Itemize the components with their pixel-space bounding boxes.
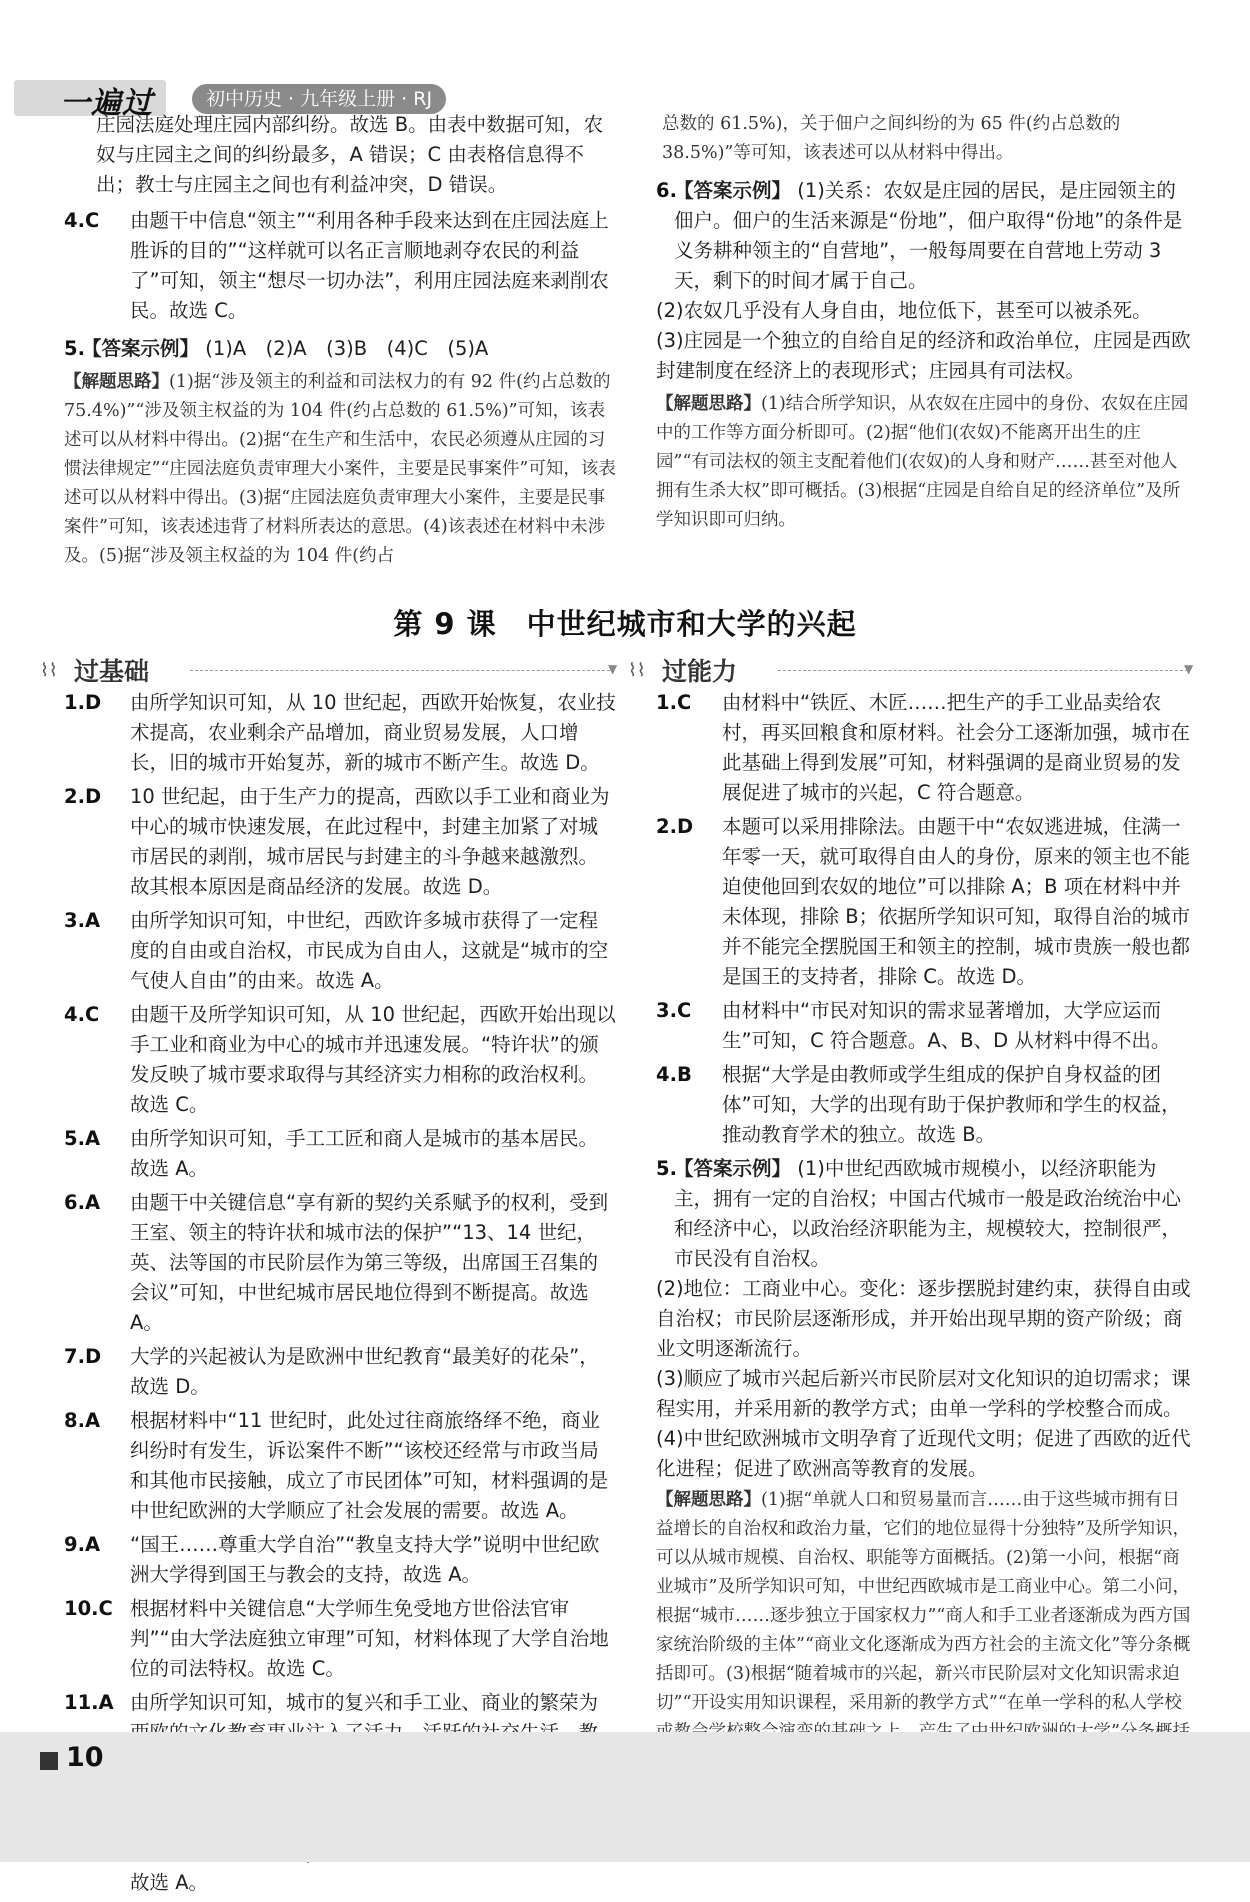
answer-number: 5. bbox=[64, 337, 85, 360]
answer-item bbox=[64, 334, 616, 364]
answer-paragraph: (3)顺应了城市兴起后新兴市民阶层对文化知识的迫切需求；课程实用，并采用新的教学方式；由单一学科的学校整合而成。 bbox=[656, 1367, 1191, 1420]
answer-number: 3.C bbox=[656, 999, 692, 1022]
answer-item bbox=[656, 996, 1192, 1056]
answer-item bbox=[64, 1124, 616, 1184]
top-left-column bbox=[64, 110, 616, 571]
answer-text: 本题可以采用排除法。由题干中“农奴逃进城，住满一年零一天，就可取得自由人的身份，原来的领主也不能迫使他回到农奴的地位”可以排除 A；B 项在材料中并未体现，排除 B；依据所学知识可知，取得自治的城市并不能完全摆脱国王和领主的控制，城市贵族一般也都是国王的支持者，排除 C。故选 D。 bbox=[722, 815, 1191, 988]
answer-number: 3.A bbox=[64, 909, 101, 932]
answer-item bbox=[64, 1342, 616, 1402]
answer-text: “国王……尊重大学自治”“教皇支持大学”说明中世纪欧洲大学得到国王与教会的支持，故选 A。 bbox=[130, 1533, 600, 1586]
answer-text: 由材料中“市民对知识的需求显著增加，大学应运而生”可知，C 符合题意。A、B、D 从材料中得不出。 bbox=[722, 999, 1171, 1052]
ability-items bbox=[656, 688, 1192, 1150]
answer-item bbox=[656, 1154, 1192, 1274]
answer-number: 6.A bbox=[64, 1191, 101, 1214]
answer-text: 由所学知识可知，手工工匠和商人是城市的基本居民。故选 A。 bbox=[130, 1127, 599, 1180]
answer-text: 由材料中“铁匠、木匠……把生产的手工业品卖给农村，再买回粮食和原材料。社会分工逐渐加强，城市在此基础上得到发展”可知，材料强调的是商业贸易的发展促进了城市的兴起，C 符合题意。 bbox=[722, 691, 1191, 804]
section-header-basic bbox=[40, 652, 620, 686]
answer-text: (1)关系：农奴是庄园的居民，是庄园领主的佃户。佃户的生活来源是“份地”，佃户取得“份地”的条件是义务耕种领主的“自营地”，一般每周要在自营地上劳动 3 天，剩下的时间才属于自己。 bbox=[674, 179, 1183, 292]
solution-text: (1)结合所学知识，从农奴在庄园中的身份、农奴在庄园中的工作等方面分析即可。(2)据“他们(农奴)不能离开出生的庄园”“有司法权的领主支配着他们(农奴)的人身和财产……甚至对他人拥有生杀大权”即可概括。(3)根据“庄园是自给自足的经济单位”及所学知识即可归纳。 bbox=[656, 394, 1189, 530]
answer-text: 由题干中关键信息“享有新的契约关系赋予的权利，受到王室、领主的特许状和城市法的保护”“13、14 世纪，英、法等国的市民阶层作为第三等级，出席国王召集的会议”可知，中世纪城市居民地位得到不断提高。故选 A。 bbox=[130, 1191, 609, 1334]
answer-paragraph: (3)庄园是一个独立的自给自足的经济和政治单位，庄园是西欧封建制度在经济上的表现形式；庄园具有司法权。 bbox=[656, 329, 1191, 382]
answer-paragraph: (4)中世纪欧洲城市文明孕育了近现代文明；促进了西欧的近代化进程；促进了欧洲高等教育的发展。 bbox=[656, 1427, 1191, 1480]
answer-item bbox=[64, 688, 616, 778]
answer-number: 2.D bbox=[656, 815, 694, 838]
answer-example-tag: 【答案示例】 bbox=[674, 179, 792, 202]
section-divider bbox=[778, 670, 1188, 671]
section-title: 过基础 bbox=[74, 657, 150, 686]
solution-tag: 【解题思路】 bbox=[64, 372, 169, 392]
answer-number: 10.C bbox=[64, 1597, 113, 1620]
page-number: 10 bbox=[66, 1742, 104, 1773]
answer-item bbox=[64, 1530, 616, 1590]
answer-number: 7.D bbox=[64, 1345, 102, 1368]
answer-number: 5. bbox=[656, 1157, 677, 1180]
continued-answer: 庄园法庭处理庄园内部纠纷。故选 B。由表中数据可知，农奴与庄园主之间的纠纷最多，A 错误；C 由表格信息得不出；教士与庄园主之间也有利益冲突，D 错误。 bbox=[96, 113, 604, 196]
answer-text: 由所学知识可知，从 10 世纪起，西欧开始恢复，农业技术提高，农业剩余产品增加，商业贸易发展，人口增长，旧的城市开始复苏，新的城市不断产生。故选 D。 bbox=[130, 691, 616, 774]
wave-icon: ⌇⌇ bbox=[40, 660, 58, 681]
answer-number: 4.B bbox=[656, 1063, 692, 1086]
answer-text: 根据材料中“11 世纪时，此处过往商旅络绎不绝，商业纠纷时有发生，诉讼案件不断”“该校还经常与市政当局和其他市民接触，成立了市民团体”可知，材料强调的是中世纪欧洲的大学顺应了社会发展的需要。故选 A。 bbox=[130, 1409, 609, 1522]
answer-example-tag: 【答案示例】 bbox=[82, 337, 200, 360]
answer-item bbox=[64, 1406, 616, 1526]
answer-text: 由所学知识可知，中世纪，西欧许多城市获得了一定程度的自由或自治权，市民成为自由人，这就是“城市的空气使人自由”的由来。故选 A。 bbox=[130, 909, 609, 992]
answer-number: 1.C bbox=[656, 691, 692, 714]
top-right-column bbox=[656, 110, 1192, 535]
answer-text: 大学的兴起被认为是欧洲中世纪教育“最美好的花朵”，故选 D。 bbox=[130, 1345, 599, 1398]
answer-text: 根据材料中关键信息“大学师生免受地方世俗法官审判”“由大学法庭独立审理”可知，材料体现了大学自治地位的司法特权。故选 C。 bbox=[130, 1597, 609, 1680]
answer-number: 9.A bbox=[64, 1533, 101, 1556]
answer-item bbox=[656, 1060, 1192, 1150]
page-footer bbox=[0, 1732, 1250, 1862]
triangle-down-icon: ▼ bbox=[608, 662, 618, 676]
answer-number: 11.A bbox=[64, 1691, 114, 1714]
section-title: 过能力 bbox=[662, 657, 738, 686]
answer-item bbox=[656, 688, 1192, 808]
solution-tag: 【解题思路】 bbox=[656, 394, 761, 414]
answer-paragraph: (2)地位：工商业中心。变化：逐步摆脱封建约束，获得自由或自治权；市民阶层逐渐形成，并开始出现早期的资产阶级；商业文明逐渐流行。 bbox=[656, 1277, 1191, 1360]
answer-item bbox=[656, 812, 1192, 992]
answer-item bbox=[64, 1188, 616, 1338]
answer-text: 由题干中信息“领主”“利用各种手段来达到在庄园法庭上胜诉的目的”“这样就可以名正言顺地剥夺农民的利益了”可知，领主“想尽一切办法”，利用庄园法庭来剥削农民。故选 C。 bbox=[130, 209, 609, 322]
basic-answers-list bbox=[64, 688, 616, 1902]
section-header-ability bbox=[628, 652, 1198, 686]
answer-item bbox=[656, 176, 1192, 296]
answer-text: 根据“大学是由教师或学生组成的保护自身权益的团体”可知，大学的出现有助于保护教师和学生的权益，推动教育学术的独立。故选 B。 bbox=[722, 1063, 1181, 1146]
solution-tag: 【解题思路】 bbox=[656, 1490, 761, 1510]
answer-number: 6. bbox=[656, 179, 677, 202]
answer-number: 2.D bbox=[64, 785, 102, 808]
answer-item bbox=[64, 782, 616, 902]
solution-text: (1)据“单就人口和贸易量而言……由于这些城市拥有日益增长的自治权和政治力量，它们的地位显得十分独特”及所学知识，可以从城市规模、自治权、职能等方面概括。(2)第一小问，根据“商业城市”及所学知识可知，中世纪西欧城市是工商业中心。第二小问，根据“城市……逐步独立于国家权力”“商人和手工业者逐渐成为西方国家统治阶级的主体”“商业文化逐渐成为西方社会的主流文化”等分条概括即可。(3)根据“随着城市的兴起，新兴市民阶层对文化知识需求迫切”“开设实用知识课程，采用新的教学方式”“在单一学科的私人学校 bbox=[656, 1490, 1191, 1713]
ability-answers-list bbox=[656, 688, 1192, 1805]
page-marker bbox=[40, 1752, 58, 1770]
answer-item bbox=[64, 1000, 616, 1120]
answer-number: 5.A bbox=[64, 1127, 101, 1150]
answer-text: 10 世纪起，由于生产力的提高，西欧以手工业和商业为中心的城市快速发展，在此过程中，封建主加紧了对城市居民的剥削，城市居民与封建主的斗争越来越激烈。故其根本原因是商品经济的发展。故选 D。 bbox=[130, 785, 610, 898]
section-divider bbox=[190, 670, 610, 671]
solution-explanation bbox=[656, 390, 1192, 535]
answer-number: 1.D bbox=[64, 691, 102, 714]
answer-item bbox=[64, 1594, 616, 1684]
solution-explanation bbox=[64, 368, 616, 571]
answer-item bbox=[64, 906, 616, 996]
answer-text: 由题干及所学知识可知，从 10 世纪起，西欧开始出现以手工业和商业为中心的城市并迅速发展。“特许状”的颁发反映了城市要求取得与其经济实力相称的政治权利。故选 C。 bbox=[130, 1003, 616, 1116]
answer-item bbox=[64, 206, 616, 326]
answer-example-tag: 【答案示例】 bbox=[674, 1157, 792, 1180]
answer-text: 由所学知识可知，城市的复兴和手工业、商业的繁荣为 故选 A。 bbox=[130, 1691, 599, 1894]
answer-text: (1)A (2)A (3)B (4)C (5)A bbox=[205, 337, 489, 360]
answer-number: 4.C bbox=[64, 1003, 100, 1026]
answer-number: 4.C bbox=[64, 209, 100, 232]
continued-solution: 总数的 61.5%)，关于佃户之间纠纷的为 65 件(约占总数的 38.5%)”等可知，该表述可以从材料中得出。 bbox=[662, 114, 1121, 163]
page-header bbox=[0, 0, 1250, 121]
book-tag: 初中历史 · 九年级上册 · RJ bbox=[192, 84, 446, 114]
triangle-down-icon: ▼ bbox=[1184, 662, 1194, 676]
brand-logo: 一遍过 bbox=[60, 86, 153, 121]
wave-icon: ⌇⌇ bbox=[628, 660, 646, 681]
lesson-title: 第 9 课 中世纪城市和大学的兴起 bbox=[393, 607, 857, 641]
answer-text: (1)中世纪西欧城市规模小，以经济职能为主，拥有一定的自治权；中国古代城市一般是政治统治中心和经济中心，以政治经济职能为主，规模较大，控制很严，市民没有自治权。 bbox=[674, 1157, 1182, 1270]
solution-text: (1)据“涉及领主的利益和司法权力的有 92 件(约占总数的 75.4%)”“涉及领主权益的为 104 件(约占总数的 61.5%)”可知，该表述可以从材料中得出。(2)据“在生产和生活中，农民必须遵从庄园的习惯法律规定”“庄园法庭负责审理大小案件，主要是民事案件”可知，该表述可以从材料中得出。(3)据“庄园法庭负责审理大小案件，主要是民事案件”可知，该表述违背了材料所表达的意思。(4)该表述在材料中未涉及。(5)据“涉及领主权益的为 104 件(约占 bbox=[64, 372, 616, 566]
answer-number: 8.A bbox=[64, 1409, 101, 1432]
answer-paragraph: (2)农奴几乎没有人身自由，地位低下，甚至可以被杀死。 bbox=[656, 299, 1152, 322]
